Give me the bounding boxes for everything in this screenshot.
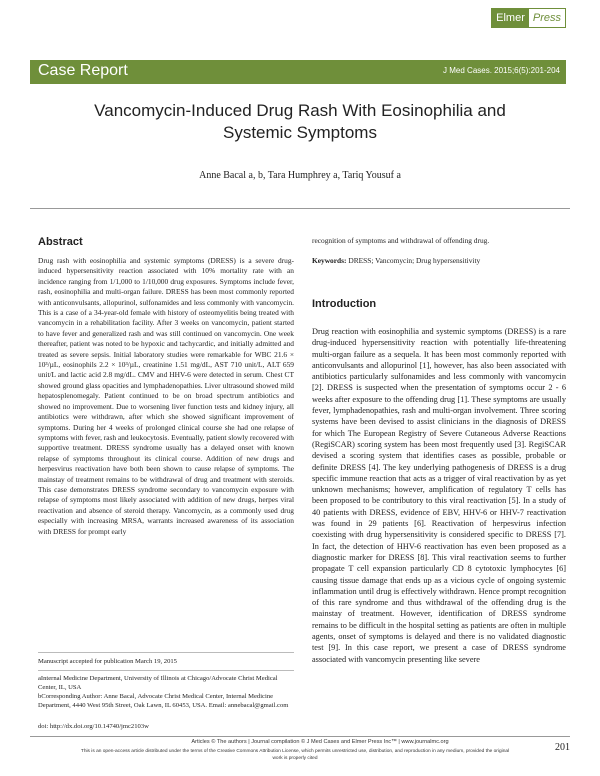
logo-right-text: Press [528, 8, 566, 28]
abstract-text: Drug rash with eosinophilia and systemic symptoms (DRESS) is a severe drug-induced hypersensitivity reaction associated with 10% mortality rate with an incidence ranging from 1/1,000 to 1/10,000 drug exposures. Symptoms include fever, rash, eosinophilia and multi-organ failure. DRESS has been most commonly reported with anticonvulsants, allopurinol, sulfonamides and less commonly with vancomycin. This is a case of a 34-year-old female with history of osteomyelitis being treated with vancomycin in a rehabilitation facility. After 3 weeks on vancomycin, patient started to have fever and generalized rash and was still continued on vancomycin. One week thereafter, patient was noted to be hypoxic and tachycardic, and initially admitted and treated as severe sepsis. Initial laboratory studies were remarkable for WBC 21.6 × 10³/µL, eosinophils 2.2 × 10³/µL, creatinine 1.51 mg/dL, AST 710 unit/L, ALT 659 unit/L and lactic acid 2.8 mg/dL. CMV and HHV-6 were detected in serum. Chest CT showed ground glass opacities and lymphadenopathies. Liver ultrasound showed mild hepatosplenomegaly. Patient continued to be on broad spectrum antibiotics and showed no improvement. Due to worsening liver function tests and kidney injury, all antibiotics were withdrawn, after which she showed significant improvement of symptoms. During her 4 weeks of prolonged clinical course she had one relapse of symptoms with fever, rash and leukocytosis. Eventually, patient slowly recovered with supportive treatment. DRESS syndrome usually has a delayed onset with known relapse of symptoms throughout its clinical course. Addition of new drugs and herpesvirus reactivation have both been shown to cause relapse of symptoms. The mainstay of treatment remains to be withdrawal of drug and treatment with steroids. This case demonstrates DRESS syndrome secondary to vancomycin exposure with relapse of symptoms most likely associated with addition of new drugs, herpes viral reactivation and absence of steroid therapy. Vancomycin, as a commonly used drug especially with increasing MRSA, warrants increased awareness of its association with DRESS for prompt early [38, 256, 294, 536]
journal-citation: J Med Cases. 2015;6(5):201-204 [443, 66, 560, 75]
abstract-heading: Abstract [38, 236, 83, 248]
section-label: Case Report [38, 62, 128, 79]
publisher-logo [491, 8, 566, 28]
abstract-continuation: recognition of symptoms and withdrawal of offending drug. [312, 236, 490, 245]
title-divider [30, 208, 570, 209]
keywords [312, 256, 566, 266]
affiliation-a: aInternal Medicine Department, University of Illinois at Chicago/Advocate Christ Medical Center, IL, USA [38, 675, 278, 691]
meta-divider-2 [38, 670, 294, 671]
meta-divider [38, 652, 294, 653]
section-banner [30, 60, 566, 84]
footer-license: This is an open-access article distributed under the terms of the Creative Commons Attribution License, which permits unrestricted use, distribution, and reproduction in any medium, provided the original work is properly cited [80, 749, 510, 761]
doi-link[interactable]: doi: http://dx.doi.org/10.14740/jmc2103w [38, 723, 149, 730]
keywords-label: Keywords: [312, 256, 347, 265]
affiliation-b: bCorresponding Author: Anne Bacal, Advocate Christ Medical Center, Internal Medicine Department, 4440 West 95th Street, Oak Lawn, IL 60453, USA. Email: annebacal@gmail.com [38, 693, 289, 709]
article-title: Vancomycin-Induced Drug Rash With Eosinophilia and Systemic Symptoms [94, 101, 506, 142]
introduction-text: Drug reaction with eosinophilia and systemic symptoms (DRESS) is a rare drug-induced hypersensitivity reaction with potentially life-threatening multi-organ failure as a sequela. It has been most commonly reported with anticonvulsants and allopurinol [1], however, has also been associated with antibiotics particularly sulfonamides and less commonly with vancomycin [2]. DRESS is suspected when the presentation of symptoms occur 2 - 6 weeks after exposure to the offending drug [1]. These symptoms are usually fever, lymphadenopathies, rash and multi-organ involvement. Three scoring systems have been devised to assist clinicians in the diagnosis of DRESS for which The European Registry of Severe Cutaneous Adverse Reactions (RegiSCAR) scoring system has been most frequently used [3]. RegiSCAR devised a scoring system that identifies cases as possible, probable or definite DRESS [4]. The key underlying pathogenesis of DRESS is a drug specific immune reaction that acts as a trigger of viral reactivation by as yet unknown mechanisms; however, amplification of regulatory T cells has been proposed to be contributory to this viral reactivation [5]. In a study of 40 patients with DRESS, evidence of EBV, HHV-6 or HHV-7 reactivation was found in 29 patients [6]. Reactivation of herpesvirus infection coexisting with drug hypersensitivity is considered specific to DRESS [7]. In fact, the detection of HHV-6 reactivation has even been proposed as a diagnostic marker for DRESS [8]. This viral reactivation seems to further propagate T cell expansion particularly CD 8 cytotoxic lymphocytes [6] causing tissue damage that ends up as a vicious cycle of ongoing systemic inflammation until drug is effectively withdrawn. Hence prompt recognition of this rare syndrome and thus withdrawal of the offending drug is the mainstay of treatment. However, identification of DRESS syndrome remains to be difficult in the hospital setting as patients are often in multiple agents, onset of symptoms is delayed and there is no validated diagnostic test [9]. In this case report, we present a case of DRESS syndrome associated with vancomycin presenting like severe [312, 327, 566, 664]
accepted-date: Manuscript accepted for publication March 19, 2015 [38, 658, 177, 665]
page-number: 201 [555, 742, 570, 753]
logo-left-text: Elmer [491, 8, 528, 28]
keywords-list: DRESS; Vancomycin; Drug hypersensitivity [348, 256, 481, 265]
footer-divider [30, 736, 570, 737]
footer-copyright: Articles © The authors | Journal compilation © J Med Cases and Elmer Press Inc™ | www.journalmc.org [191, 739, 449, 745]
author-list: Anne Bacal a, b, Tara Humphrey a, Tariq Yousuf a [199, 170, 401, 181]
introduction-heading: Introduction [312, 298, 377, 310]
